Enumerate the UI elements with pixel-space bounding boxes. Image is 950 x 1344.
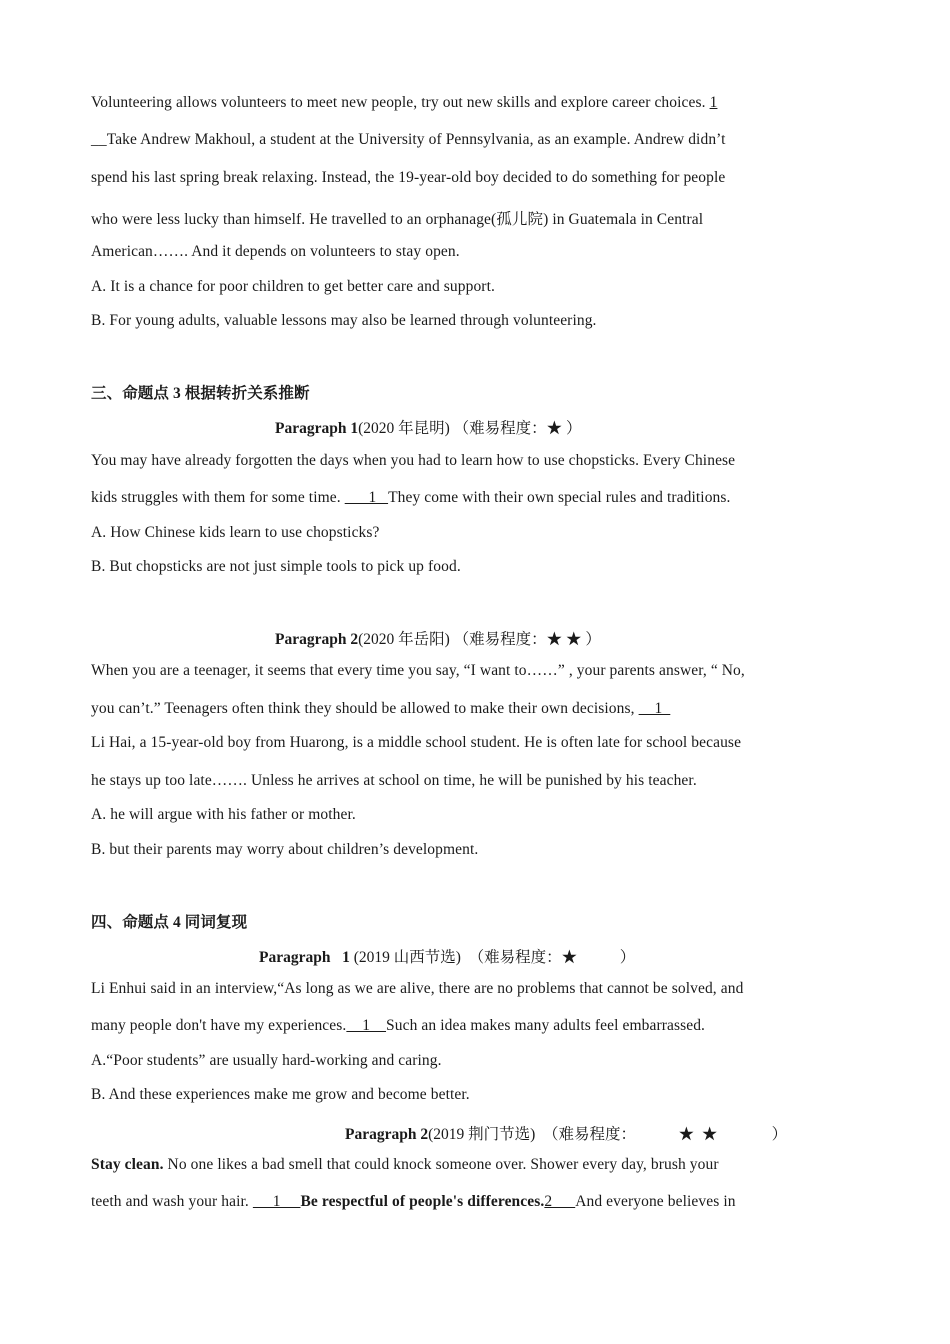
text-line: kids struggles with them for some time. 1 They come with their own special rules and traditions.	[91, 489, 731, 506]
paragraph-title: Paragraph 2(2020 年岳阳) （难易程度：★ ★ ）	[275, 631, 601, 648]
answer-blank: 1	[252, 1193, 301, 1210]
text-line: spend his last spring break relaxing. Instead, the 19-year-old boy decided to do something for people	[91, 169, 726, 186]
paragraph-title: Paragraph 1 (2019 山西节选) （难易程度：★ ）	[259, 949, 636, 966]
answer-blank: 1	[638, 700, 671, 717]
text-line: American……. And it depends on volunteers to stay open.	[91, 243, 460, 260]
answer-blank: 2	[544, 1193, 576, 1210]
option-a: A. he will argue with his father or mother.	[91, 806, 356, 823]
text-line: You may have already forgotten the days when you had to learn how to use chopsticks. Every Chinese	[91, 452, 736, 469]
option-b: B. And these experiences make me grow and become better.	[91, 1086, 470, 1103]
option-a: A. How Chinese kids learn to use chopsticks?	[91, 524, 380, 541]
option-a: A.“Poor students” are usually hard-working and caring.	[91, 1052, 442, 1069]
answer-blank: 1	[709, 94, 718, 111]
text-line: When you are a teenager, it seems that every time you say, “I want to……” , your parents answer, “ No,	[91, 662, 745, 679]
text-line: Li Hai, a 15-year-old boy from Huarong, is a middle school student. He is often late for school because	[91, 734, 742, 751]
answer-blank: __	[91, 131, 107, 148]
text-line: Stay clean. No one likes a bad smell that could knock someone over. Shower every day, brush your	[91, 1156, 719, 1173]
text-line: __Take Andrew Makhoul, a student at the University of Pennsylvania, as an example. Andrew didn’t	[91, 131, 726, 148]
section-heading: 四、命题点 4 同词复现	[91, 914, 248, 931]
paragraph-title: Paragraph 1(2020 年昆明) （难易程度：★ ）	[275, 420, 582, 437]
option-a: A. It is a chance for poor children to get better care and support.	[91, 278, 495, 295]
text-line: he stays up too late……. Unless he arrives at school on time, he will be punished by his teacher.	[91, 772, 697, 789]
text-line: many people don't have my experiences. 1 Such an idea makes many adults feel embarrassed.	[91, 1017, 706, 1034]
text-line: teeth and wash your hair. 1 Be respectful of people's differences.2 And everyone believes in	[91, 1193, 736, 1210]
text-line: Volunteering allows volunteers to meet new people, try out new skills and explore career choices. 1	[91, 94, 718, 111]
option-b: B. But chopsticks are not just simple tools to pick up food.	[91, 558, 461, 575]
text-line: who were less lucky than himself. He travelled to an orphanage(孤儿院) in Guatemala in Central	[91, 211, 704, 228]
paragraph-title: Paragraph 2(2019 荆门节选) （难易程度： ★ ★ ）	[345, 1126, 788, 1143]
option-b: B. For young adults, valuable lessons may also be learned through volunteering.	[91, 312, 597, 329]
text-line: Li Enhui said in an interview,“As long as we are alive, there are no problems that cannot be solved, and	[91, 980, 744, 997]
section-heading: 三、命题点 3 根据转折关系推断	[91, 385, 310, 402]
answer-blank: 1	[344, 489, 389, 506]
answer-blank: 1	[346, 1017, 387, 1034]
option-b: B. but their parents may worry about children’s development.	[91, 841, 479, 858]
text-line: you can’t.” Teenagers often think they should be allowed to make their own decisions, 1	[91, 700, 671, 717]
